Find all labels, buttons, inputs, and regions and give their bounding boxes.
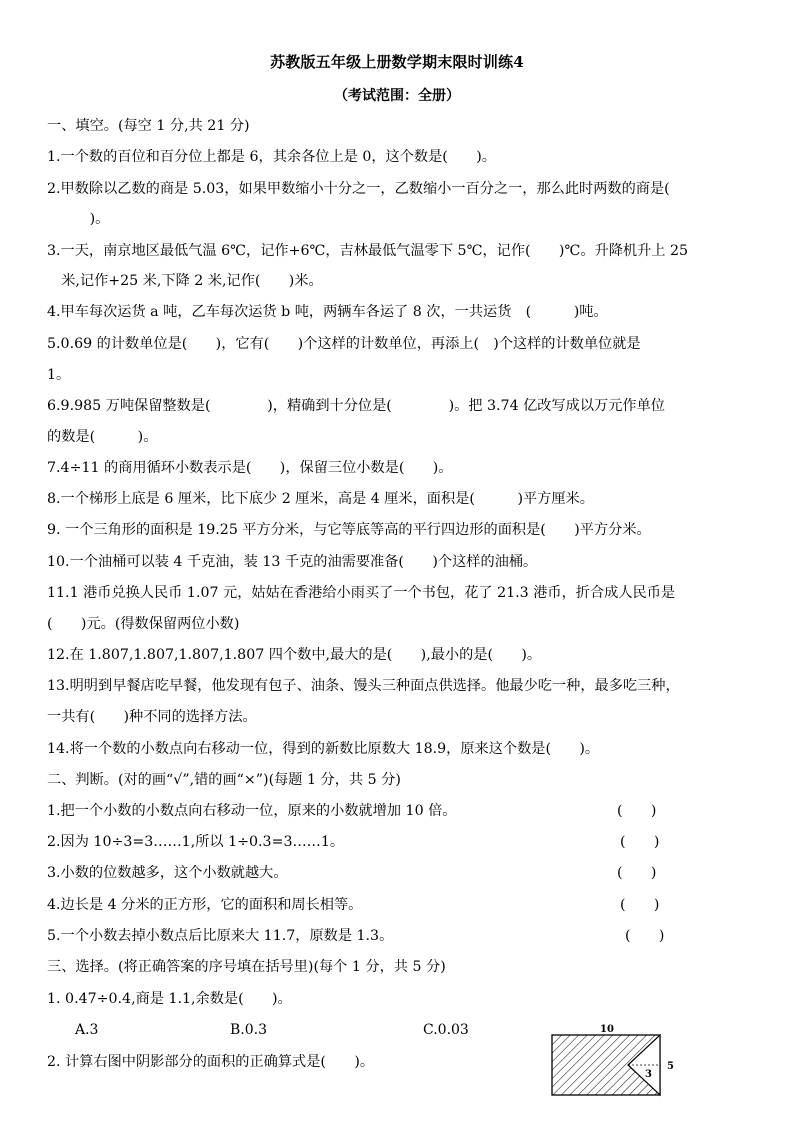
fill-question-9: 9. 一个三角形的面积是 19.25 平方分米，与它等底等高的平行四边形的面积是( )平方分米。 — [47, 522, 651, 538]
judge-question-5: 5.一个小数去掉小数点后比原来大 11.7，原数是 1.3。 — [47, 928, 394, 944]
shaded-area-figure — [548, 1023, 688, 1103]
figure-label-inner: 3 — [645, 1069, 652, 1080]
choice-question-1: 1. 0.47÷0.4,商是 1.1,余数是( )。 — [47, 991, 292, 1007]
choice-question-2: 2. 计算右图中阴影部分的面积的正确算式是( )。 — [47, 1054, 375, 1070]
fill-question-13: 13.明明到早餐店吃早餐，他发现有包子、油条、馒头三种面点供选择。他最少吃一种，最多吃三种， — [47, 678, 680, 694]
choice-option-c: C.0.03 — [423, 1022, 469, 1038]
fill-question-14: 14.将一个数的小数点向右移动一位，得到的新数比原数大 18.9，原来这个数是( )。 — [47, 741, 600, 757]
judge-question-1: 1.把一个小数的小数点向右移动一位，原来的小数就增加 10 倍。 — [47, 803, 457, 819]
fill-question-5: 5.0.69 的计数单位是( )，它有( )个这样的计数单位，再添上( )个这样的计数单位就是 — [47, 336, 641, 352]
judge-answer-paren-5: ( ) — [625, 928, 665, 944]
choice-option-a: A.3 — [75, 1022, 99, 1038]
fill-question-7: 7.4÷11 的商用循环小数表示是( )，保留三位小数是( )。 — [47, 460, 453, 476]
section1-header: 一、填空。(每空 1 分,共 21 分) — [47, 118, 250, 134]
fill-question-5-cont: 1。 — [47, 367, 71, 383]
section2-header: 二、判断。(对的画“√”,错的画“×”)(每题 1 分，共 5 分) — [47, 772, 401, 788]
fill-question-12: 12.在 1.807,1.807,1.807,1.807 四个数中,最大的是( ),最小的是( )。 — [47, 647, 542, 663]
fill-question-4: 4.甲车每次运货 a 吨，乙车每次运货 b 吨，两辆车各运了 8 次，一共运货 ( )吨。 — [47, 304, 608, 320]
judge-question-3: 3.小数的位数越多，这个小数就越大。 — [47, 865, 288, 881]
figure-label-top: 10 — [600, 1024, 614, 1035]
judge-answer-paren-3: ( ) — [617, 865, 657, 881]
choice-option-b: B.0.3 — [230, 1022, 268, 1038]
fill-question-8: 8.一个梯形上底是 6 厘米，比下底少 2 厘米，高是 4 厘米，面积是( )平方厘米。 — [47, 491, 594, 507]
fill-question-3: 3.一天，南京地区最低气温 6℃，记作+6℃，吉林最低气温零下 5℃，记作( )℃。升降机升上 25 — [47, 243, 689, 259]
fill-question-2-cont: )。 — [47, 211, 110, 227]
fill-question-6-cont: 的数是( )。 — [47, 429, 158, 445]
judge-answer-paren-1: ( ) — [617, 803, 657, 819]
fill-question-13-cont: 一共有( )种不同的选择方法。 — [47, 709, 257, 725]
fill-question-10: 10.一个油桶可以装 4 千克油，装 13 千克的油需要准备( )个这样的油桶。 — [47, 554, 538, 570]
judge-question-2: 2.因为 10÷3=3……1,所以 1÷0.3=3……1。 — [47, 834, 345, 850]
fill-question-11-cont: ( )元。(得数保留两位小数) — [47, 616, 240, 632]
fill-question-3-cont: 米,记作+25 米,下降 2 米,记作( )米。 — [47, 273, 323, 289]
section3-header: 三、选择。(将正确答案的序号填在括号里)(每个 1 分，共 5 分) — [47, 959, 446, 975]
page-subtitle: （考试范围：全册） — [334, 88, 460, 104]
judge-answer-paren-4: ( ) — [620, 897, 660, 913]
fill-question-2: 2.甲数除以乙数的商是 5.03，如果甲数缩小十分之一，乙数缩小一百分之一，那么此时两数的商是( — [47, 181, 670, 197]
page-title: 苏教版五年级上册数学期末限时训练4 — [270, 53, 524, 71]
fill-question-11: 11.1 港币兑换人民币 1.07 元，姑姑在香港给小雨买了一个书包，花了 21.3 港币，折合成人民币是 — [47, 585, 676, 601]
fill-question-6: 6.9.985 万吨保留整数是( )，精确到十分位是( )。把 3.74 亿改写成以万元作单位 — [47, 398, 665, 414]
fill-question-1: 1.一个数的百位和百分位上都是 6，其余各位上是 0，这个数是( )。 — [47, 149, 496, 165]
judge-question-4: 4.边长是 4 分米的正方形，它的面积和周长相等。 — [47, 897, 363, 913]
figure-label-right: 5 — [667, 1061, 674, 1072]
judge-answer-paren-2: ( ) — [620, 834, 660, 850]
